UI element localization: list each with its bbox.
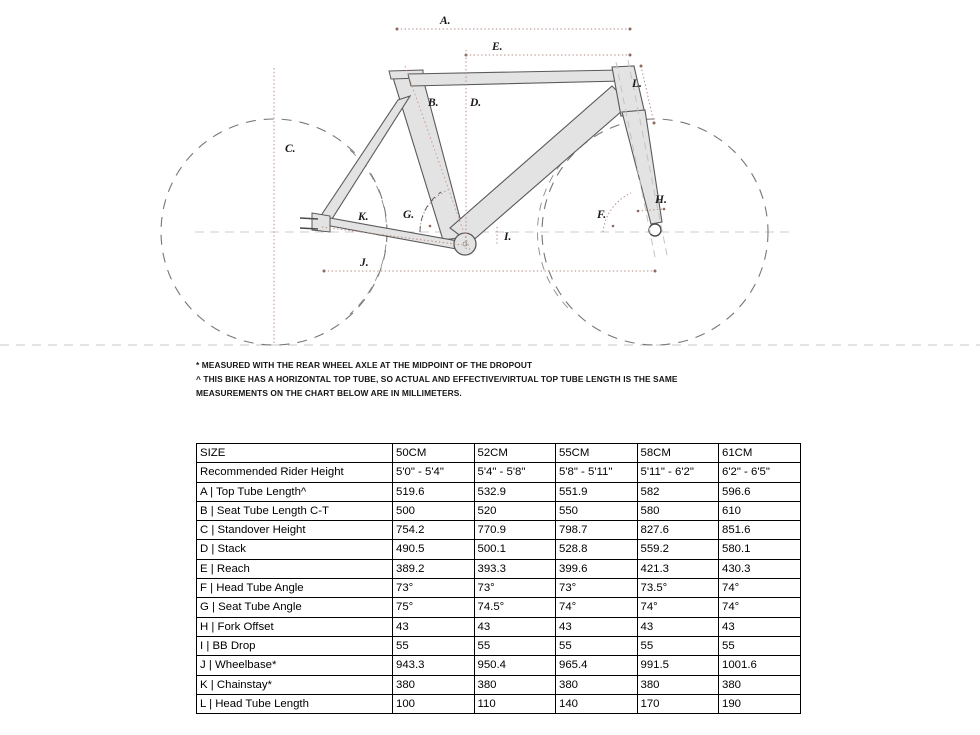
table-cell: 490.5 xyxy=(393,540,475,559)
table-header-size-50cm: 50CM xyxy=(393,444,475,463)
table-cell: 950.4 xyxy=(474,656,556,675)
table-cell: 110 xyxy=(474,694,556,713)
table-cell: 500 xyxy=(393,501,475,520)
footnote-line-3: MEASUREMENTS ON THE CHART BELOW ARE IN MILLIMETERS. xyxy=(196,388,462,399)
table-cell: 551.9 xyxy=(556,482,638,501)
dim-label-k: K. xyxy=(358,211,369,223)
table-row xyxy=(197,501,801,520)
footnotes xyxy=(196,358,836,401)
table-cell: 55 xyxy=(474,636,556,655)
table-row-label: C | Standover Height xyxy=(197,521,393,540)
table-cell: 582 xyxy=(637,482,719,501)
table-row-label: K | Chainstay* xyxy=(197,675,393,694)
footnote-line-1: * MEASURED WITH THE REAR WHEEL AXLE AT THE MIDPOINT OF THE DROPOUT xyxy=(196,360,533,370)
table-cell: 596.6 xyxy=(719,482,801,501)
table-row xyxy=(197,617,801,636)
bottom-bracket xyxy=(454,233,476,255)
table-cell: 528.8 xyxy=(556,540,638,559)
table-cell: 43 xyxy=(637,617,719,636)
table-row-label: F | Head Tube Angle xyxy=(197,579,393,598)
table-cell: 520 xyxy=(474,501,556,520)
table-cell: 610 xyxy=(719,501,801,520)
table-cell: 5'4" - 5'8" xyxy=(474,463,556,482)
dim-label-i: I. xyxy=(504,231,512,243)
table-cell: 74° xyxy=(719,579,801,598)
table-row-label: I | BB Drop xyxy=(197,636,393,655)
table-cell: 5'11" - 6'2" xyxy=(637,463,719,482)
table-row-label: E | Reach xyxy=(197,559,393,578)
dim-label-j: J. xyxy=(360,257,369,269)
table-cell: 43 xyxy=(556,617,638,636)
dimension-c xyxy=(274,68,296,345)
table-cell: 380 xyxy=(719,675,801,694)
table-cell: 827.6 xyxy=(637,521,719,540)
geometry-table xyxy=(196,443,801,714)
dimension-f xyxy=(596,193,631,232)
fork-blade xyxy=(622,110,662,224)
table-cell: 55 xyxy=(556,636,638,655)
table-row xyxy=(197,521,801,540)
dim-label-g: G. xyxy=(403,209,415,221)
dimension-j xyxy=(323,257,657,273)
table-cell: 55 xyxy=(719,636,801,655)
front-hub xyxy=(649,224,661,236)
table-cell: 1001.6 xyxy=(719,656,801,675)
dim-label-e: E. xyxy=(492,41,503,53)
table-cell: 851.6 xyxy=(719,521,801,540)
table-cell: 421.3 xyxy=(637,559,719,578)
table-cell: 532.9 xyxy=(474,482,556,501)
dim-label-a: A. xyxy=(440,15,451,27)
table-row-label: A | Top Tube Length^ xyxy=(197,482,393,501)
table-cell: 965.4 xyxy=(556,656,638,675)
table-cell: 580.1 xyxy=(719,540,801,559)
dimension-a xyxy=(396,15,632,31)
dimension-e xyxy=(465,41,632,57)
table-row-label: H | Fork Offset xyxy=(197,617,393,636)
table-row-label: G | Seat Tube Angle xyxy=(197,598,393,617)
table-row-label: L | Head Tube Length xyxy=(197,694,393,713)
table-cell: 55 xyxy=(393,636,475,655)
table-cell: 943.3 xyxy=(393,656,475,675)
footnote-line-2: ^ THIS BIKE HAS A HORIZONTAL TOP TUBE, SO ACTUAL AND EFFECTIVE/VIRTUAL TOP TUBE LENGTH IS THE SAME xyxy=(196,374,678,385)
table-cell: 380 xyxy=(393,675,475,694)
table-cell: 73° xyxy=(393,579,475,598)
table-cell: 798.7 xyxy=(556,521,638,540)
table-cell: 100 xyxy=(393,694,475,713)
dim-label-f: F. xyxy=(597,209,607,221)
table-cell: 75° xyxy=(393,598,475,617)
table-cell: 380 xyxy=(474,675,556,694)
dim-label-h: H. xyxy=(655,194,667,206)
table-cell: 55 xyxy=(637,636,719,655)
table-cell: 500.1 xyxy=(474,540,556,559)
dim-label-l: L. xyxy=(632,78,642,90)
dim-label-c: C. xyxy=(285,143,296,155)
table-header-size-55cm: 55CM xyxy=(556,444,638,463)
table-row xyxy=(197,482,801,501)
table-cell: 5'8" - 5'11" xyxy=(556,463,638,482)
table-header-size: SIZE xyxy=(197,444,393,463)
table-row xyxy=(197,656,801,675)
table-cell: 140 xyxy=(556,694,638,713)
bicycle-geometry-diagram xyxy=(0,0,980,355)
table-cell: 74° xyxy=(556,598,638,617)
table-cell: 430.3 xyxy=(719,559,801,578)
table-cell: 73° xyxy=(556,579,638,598)
table-row xyxy=(197,694,801,713)
table-header-row xyxy=(197,444,801,463)
table-cell: 43 xyxy=(474,617,556,636)
table-cell: 170 xyxy=(637,694,719,713)
table-cell: 380 xyxy=(556,675,638,694)
table-cell: 74° xyxy=(637,598,719,617)
table-header-size-52cm: 52CM xyxy=(474,444,556,463)
table-row xyxy=(197,463,801,482)
table-cell: 399.6 xyxy=(556,559,638,578)
table-row-label: Recommended Rider Height xyxy=(197,463,393,482)
table-cell: 73.5° xyxy=(637,579,719,598)
top-tube xyxy=(408,70,622,86)
table-row xyxy=(197,559,801,578)
table-cell: 519.6 xyxy=(393,482,475,501)
table-cell: 73° xyxy=(474,579,556,598)
table-cell: 580 xyxy=(637,501,719,520)
table-row xyxy=(197,675,801,694)
table-cell: 6'2" - 6'5" xyxy=(719,463,801,482)
table-row-label: D | Stack xyxy=(197,540,393,559)
table-cell: 559.2 xyxy=(637,540,719,559)
dim-label-d: D. xyxy=(470,97,482,109)
table-cell: 5'0" - 5'4" xyxy=(393,463,475,482)
table-row xyxy=(197,579,801,598)
table-cell: 190 xyxy=(719,694,801,713)
dimension-i xyxy=(497,227,511,245)
seat-stay xyxy=(320,96,410,222)
rear-axle-upper xyxy=(300,218,318,219)
table-row xyxy=(197,636,801,655)
dim-label-b: B. xyxy=(428,97,439,109)
table-row-label: B | Seat Tube Length C-T xyxy=(197,501,393,520)
rear-axle-lower xyxy=(300,228,318,229)
table-cell: 393.3 xyxy=(474,559,556,578)
table-cell: 550 xyxy=(556,501,638,520)
table-cell: 991.5 xyxy=(637,656,719,675)
table-cell: 770.9 xyxy=(474,521,556,540)
geometry-table-body xyxy=(197,444,801,714)
table-cell: 74.5° xyxy=(474,598,556,617)
table-cell: 380 xyxy=(637,675,719,694)
bicycle-frame xyxy=(300,66,662,255)
table-cell: 43 xyxy=(719,617,801,636)
table-row xyxy=(197,598,801,617)
table-cell: 389.2 xyxy=(393,559,475,578)
table-cell: 43 xyxy=(393,617,475,636)
table-row-label: J | Wheelbase* xyxy=(197,656,393,675)
table-header-size-61cm: 61CM xyxy=(719,444,801,463)
table-cell: 754.2 xyxy=(393,521,475,540)
table-header-size-58cm: 58CM xyxy=(637,444,719,463)
table-row xyxy=(197,540,801,559)
table-cell: 74° xyxy=(719,598,801,617)
